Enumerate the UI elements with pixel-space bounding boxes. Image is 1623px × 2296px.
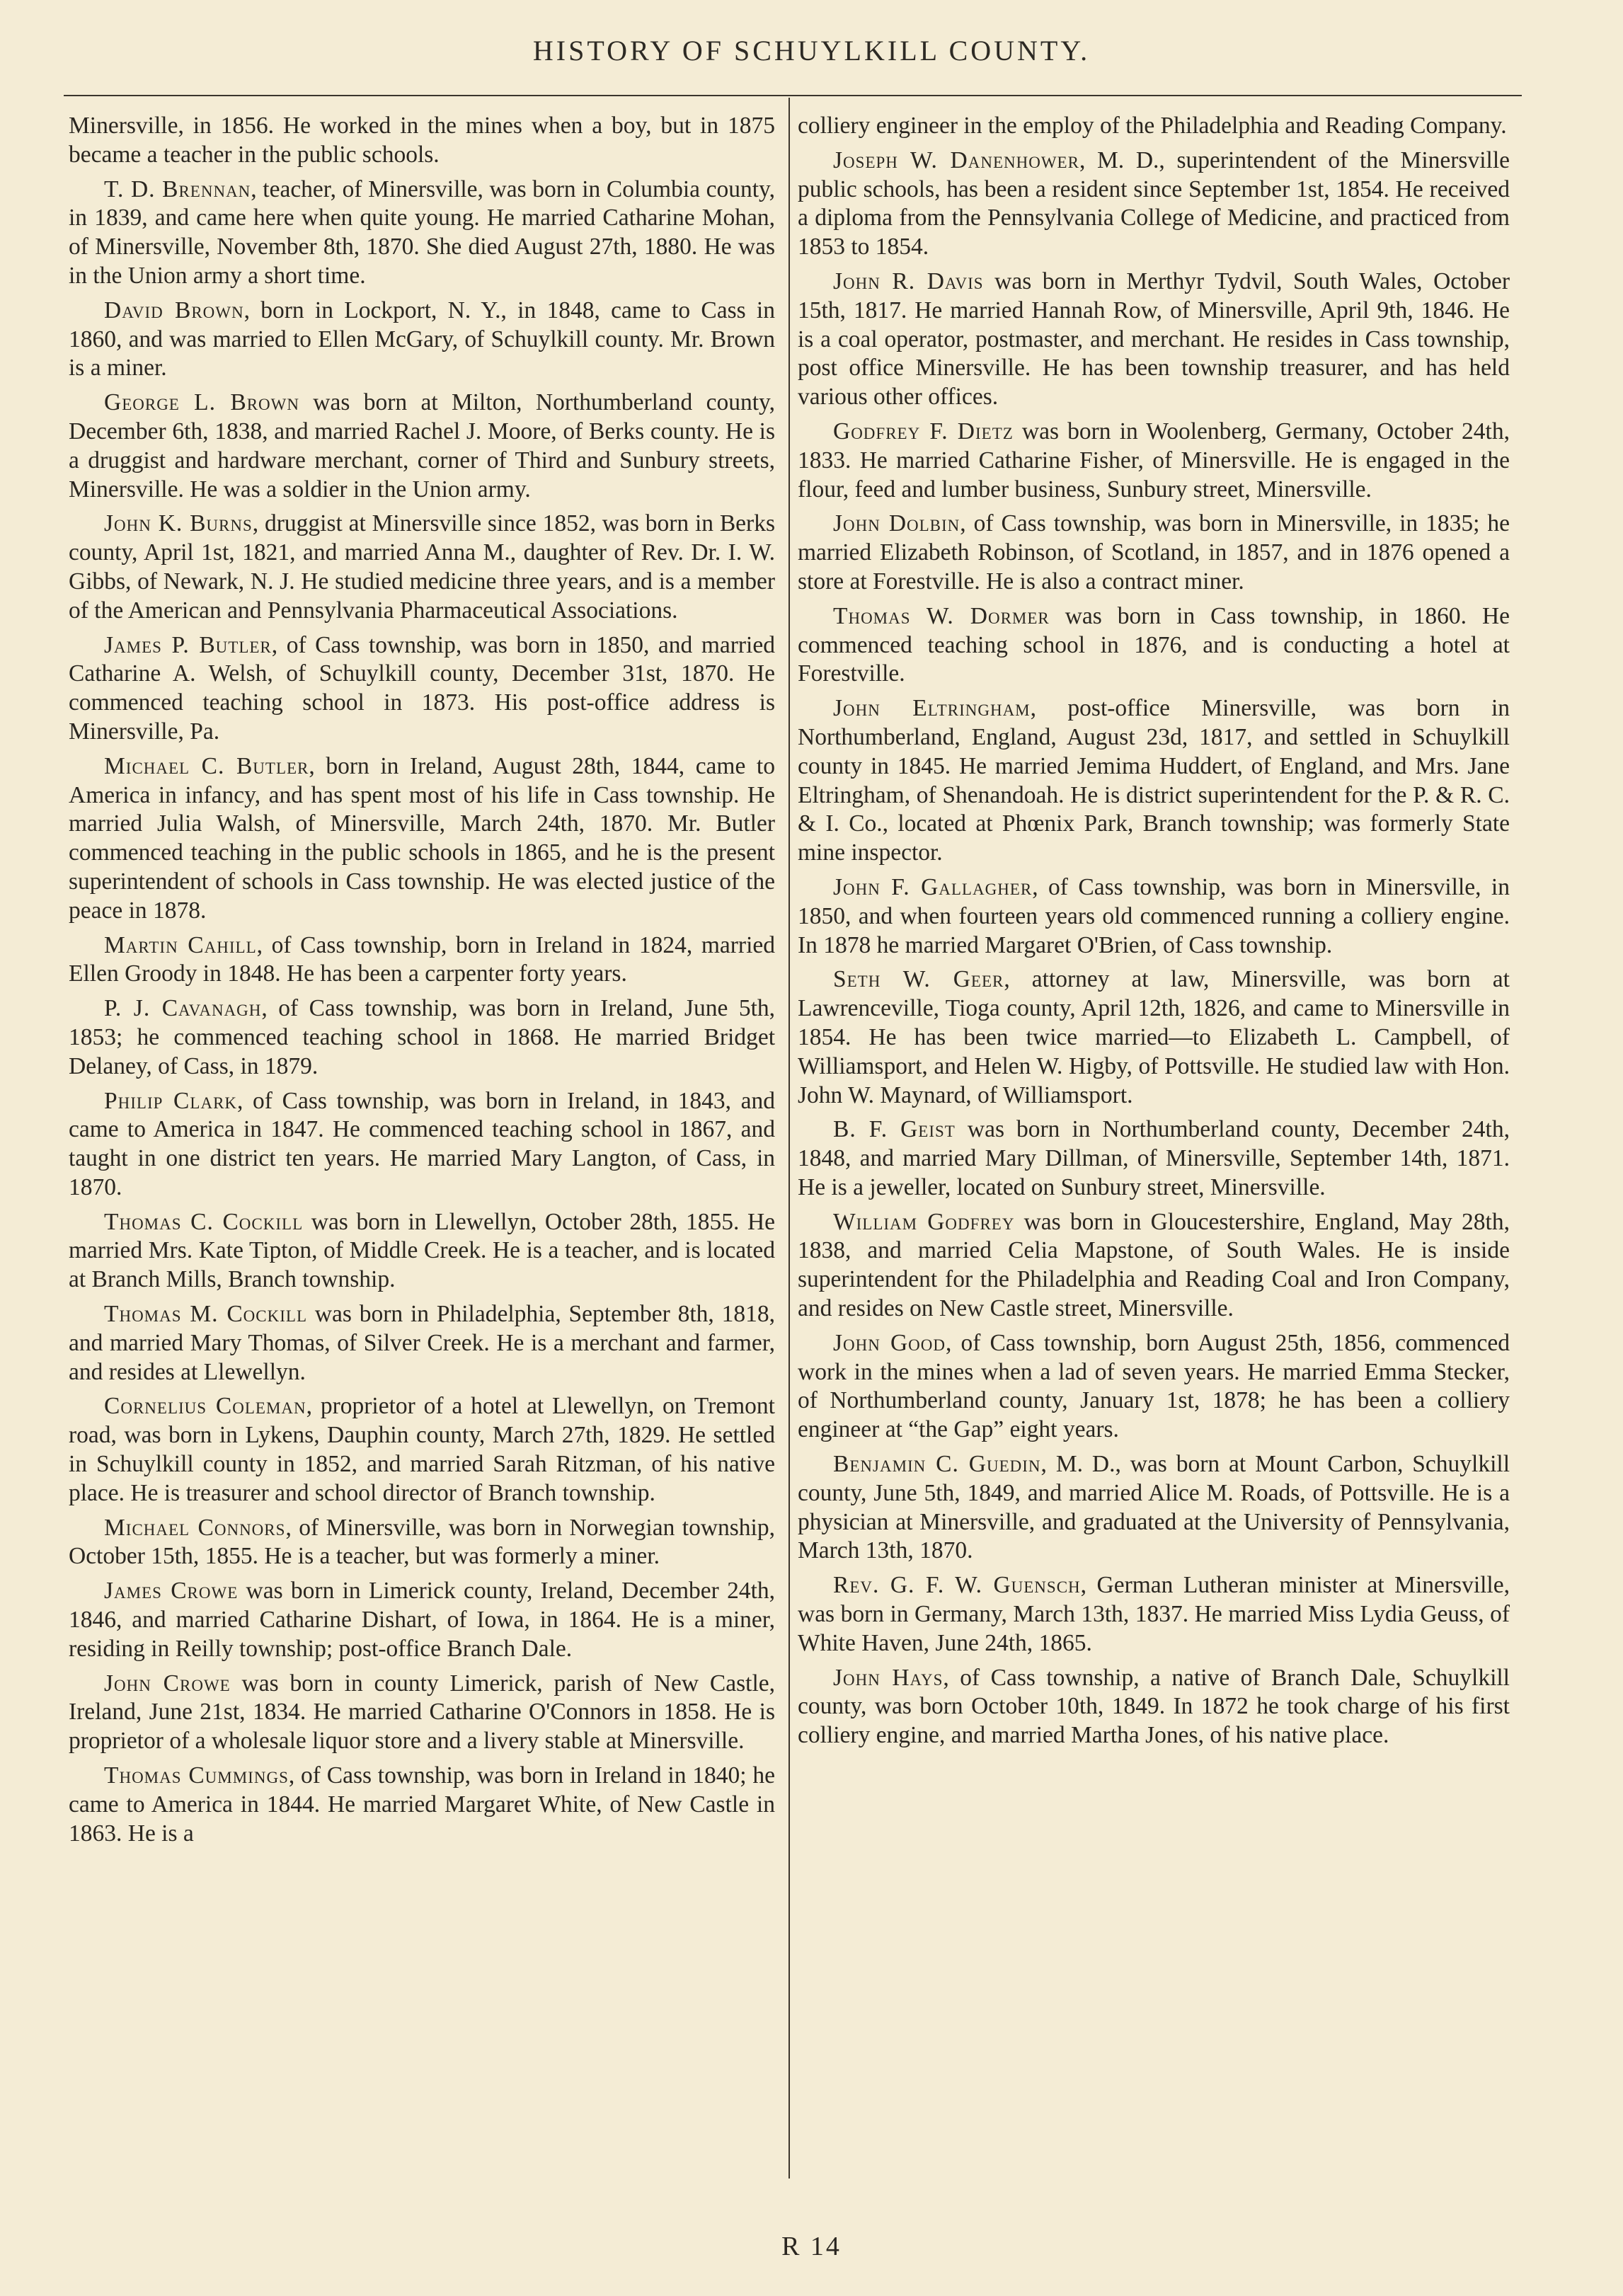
biography-text: , German Lutheran minister at Minersville, was born in Germany, March 13th, 1837. He married Miss Lydia Geuss, of White Haven, June 24th, 1865. [798, 1572, 1510, 1656]
biography-entry [798, 873, 1510, 960]
biography-text: , of Cass township, was born in Minersville, in 1835; he married Elizabeth Robinson, of Scotland, in 1857, and in 1876 opened a store at Forestville. He is also a contract miner. [798, 510, 1510, 595]
biography-entry [798, 965, 1510, 1110]
person-name: John Dolbin [833, 510, 960, 537]
biography-text: , of Minersville, was born in Norwegian township, October 15th, 1855. He is a teacher, but was formerly a miner. [69, 1514, 775, 1570]
biography-entry [798, 694, 1510, 868]
biography-text: Minersville, in 1856. He worked in the mines when a boy, but in 1875 became a teacher in the public schools. [69, 113, 775, 168]
biography-text: was born in Woolenberg, Germany, October 24th, 1833. He married Catharine Fisher, of Minersville. He is engaged in the flour, feed and lumber business, Sunbury street, Minersville. [798, 418, 1510, 503]
person-name: George L. Brown [104, 389, 299, 416]
page-number: R 14 [781, 2232, 842, 2261]
person-name: John R. Davis [833, 268, 984, 294]
biography-entry [798, 1664, 1510, 1750]
biography-entry [798, 1208, 1510, 1324]
biography-entry [69, 389, 775, 504]
person-name: Godfrey F. Dietz [833, 418, 1014, 444]
biography-entry [69, 1087, 775, 1202]
person-name: John Eltringham [833, 695, 1031, 722]
biography-text: , of Cass township, was born in 1850, and married Catharine A. Welsh, of Schuylkill county, December 31st, 1870. He commenced teaching school in 1873. His post-office address is Minersville, Pa. [69, 631, 775, 745]
biography-text: was born in county Limerick, parish of New Castle, Ireland, June 21st, 1834. He married Catharine O'Connors in 1858. He is proprietor of a wholesale liquor store and a livery stable at Minersville. [69, 1670, 776, 1755]
person-name: John Crowe [104, 1670, 231, 1697]
biography-text: , of Cass township, was born in Ireland, in 1843, and came to America in 1847. He commenced teaching school in 1867, and taught in one district ten years. He married Mary Langton, of Cass, in 1870. [69, 1087, 775, 1200]
person-name: William Godfrey [833, 1208, 1015, 1235]
biography-entry [798, 268, 1510, 412]
biography-text: , born in Lockport, N. Y., in 1848, came to Cass in 1860, and was married to Ellen McGary, of Schuylkill county. Mr. Brown is a miner. [69, 297, 775, 381]
biography-entry [69, 1514, 775, 1572]
person-name: Philip Clark [104, 1087, 238, 1114]
biography-entry [798, 1115, 1510, 1202]
person-name: Cornelius Coleman [104, 1393, 306, 1420]
person-name: David Brown [104, 297, 244, 323]
biography-entry [798, 147, 1510, 262]
person-name: Michael Connors [104, 1514, 286, 1541]
person-name: Seth W. Geer [833, 966, 1004, 993]
person-name: Rev. G. F. W. Guensch [833, 1572, 1081, 1599]
biography-entry [69, 1577, 775, 1663]
biography-entry [69, 752, 775, 926]
biography-text: was born in Llewellyn, October 28th, 1855. He married Mrs. Kate Tipton, of Middle Creek. He is a teacher, and is located at Branch Mills, Branch township. [69, 1208, 776, 1293]
biography-entry [798, 510, 1510, 596]
biography-entry [69, 1208, 775, 1295]
biography-text: was born in Merthyr Tydvil, South Wales, October 15th, 1817. He married Hannah Row, of Minersville, April 9th, 1846. He is a coal operator, postmaster, and merchant. He resides in Cass township, post office Minersville. He has been township treasurer, and has held various other offices. [798, 268, 1510, 411]
person-name: James Crowe [104, 1578, 239, 1605]
biography-text: , of Cass township, was born in Ireland in 1840; he came to America in 1844. He married Margaret White, of New Castle in 1863. He is a [69, 1762, 775, 1847]
biography-text: was born in Northumberland county, December 24th, 1848, and married Mary Dillman, of Minersville, September 14th, 1871. He is a jeweller, located on Sunbury street, Minersville. [798, 1116, 1510, 1200]
person-name: Thomas M. Cockill [104, 1301, 308, 1328]
biography-text: , druggist at Minersville since 1852, was born in Berks county, April 1st, 1821, and married Anna M., daughter of Rev. Dr. I. W. Gibbs, of Newark, N. J. He studied medicine three years, and is a member of the American and Pennsylvania Pharmaceutical Associations. [69, 510, 775, 624]
biography-entry [69, 112, 775, 170]
person-name: Joseph W. Danenhower [833, 147, 1079, 173]
biography-text: was born in Gloucestershire, England, May 28th, 1838, and married Celia Mapstone, of South Wales. He is inside superintendent for the Philadelphia and Reading Coal and Iron Company, and resides on New Castle street, Minersville. [798, 1208, 1510, 1322]
left-column [69, 112, 775, 1854]
biography-entry [69, 631, 775, 747]
biography-entry [798, 418, 1510, 504]
person-name: Benjamin C. Guedin [833, 1451, 1041, 1478]
biography-text: , proprietor of a hotel at Llewellyn, on Tremont road, was born in Lykens, Dauphin county, March 27th, 1829. He settled in Schuylkill county in 1852, and married Sarah Ritzman, of his native place. He is treasurer and school director of Branch township. [69, 1393, 775, 1506]
biography-entry [69, 297, 775, 383]
person-name: Martin Cahill [104, 931, 257, 958]
biography-text: , attorney at law, Minersville, was born at Lawrenceville, Tioga county, April 12th, 1826, and came to Minersville in 1854. He has been twice married—to Elizabeth L. Campbell, of Williamsport, and Helen W. Higby, of Pottsville. He studied law with Hon. John W. Maynard, of Williamsport. [798, 966, 1510, 1108]
biography-entry [69, 1670, 775, 1756]
biography-entry [69, 931, 775, 989]
biography-text: , of Cass township, born in Ireland in 1824, married Ellen Groody in 1848. He has been a carpenter forty years. [69, 931, 776, 987]
biography-entry [798, 1329, 1510, 1445]
biography-entry [69, 1300, 775, 1387]
biography-entry [69, 510, 775, 625]
biography-text: , of Cass township, was born in Minersville, in 1850, and when fourteen years old commenced running a colliery engine. In 1878 he married Margaret O'Brien, of Cass township. [798, 873, 1510, 958]
biography-entry [798, 112, 1510, 141]
biography-text: , of Cass township, a native of Branch Dale, Schuylkill county, was born October 10th, 1849. In 1872 he took charge of his first colliery engine, and married Martha Jones, of his native place. [798, 1664, 1510, 1749]
biography-entry [798, 1571, 1510, 1658]
biography-entry [69, 1392, 775, 1508]
right-column [798, 112, 1510, 1756]
biography-entry [69, 1762, 775, 1848]
column-divider [788, 98, 790, 2179]
biography-text: , teacher, of Minersville, was born in Columbia county, in 1839, and came here when quite young. He married Catharine Mohan, of Minersville, November 8th, 1870. She died August 27th, 1880. He was in the Union army a short time. [69, 176, 775, 289]
person-name: John K. Burns [104, 510, 253, 537]
biography-text: was born in Limerick county, Ireland, December 24th, 1846, and married Catharine Dishart, of Iowa, in 1864. He is a miner, residing in Reilly township; post-office Branch Dale. [69, 1578, 776, 1662]
biography-text: , of Cass township, born August 25th, 1856, commenced work in the mines when a lad of seven years. He married Emma Stecker, of Northumberland county, January 1st, 1878; he has been a colliery engineer at “the Gap” eight years. [798, 1329, 1510, 1443]
person-name: Thomas C. Cockill [104, 1208, 304, 1235]
person-name: B. F. Geist [833, 1116, 956, 1143]
person-name: John Good [833, 1329, 946, 1356]
biography-text: colliery engineer in the employ of the Philadelphia and Reading Company. [798, 113, 1507, 139]
person-name: P. J. Cavanagh [104, 995, 262, 1022]
biography-text: , M. D., was born at Mount Carbon, Schuylkill county, June 5th, 1849, and married Alice M. Roads, of Pottsville. He is a physician at Minersville, and graduated at the University of Pennsylvania, March 13th, 1870. [798, 1451, 1510, 1564]
person-name: T. D. Brennan [104, 176, 251, 202]
biography-entry [798, 602, 1510, 689]
biography-entry [798, 1450, 1510, 1566]
person-name: Thomas W. Dormer [833, 602, 1050, 629]
biography-entry [69, 994, 775, 1081]
biography-text: was born in Cass township, in 1860. He commenced teaching school in 1876, and is conducting a hotel at Forestville. [798, 602, 1510, 687]
biography-text: was born in Philadelphia, September 8th, 1818, and married Mary Thomas, of Silver Creek. He is a merchant and farmer, and resides at Llewellyn. [69, 1301, 775, 1385]
person-name: Michael C. Butler [104, 752, 309, 779]
biography-text: , of Cass township, was born in Ireland, June 5th, 1853; he commenced teaching school in 1868. He married Bridget Delaney, of Cass, in 1879. [69, 995, 776, 1079]
biography-text: , M. D., superintendent of the Minersville public schools, has been a resident since September 1st, 1854. He received a diploma from the Pennsylvania College of Medicine, and practiced from 1853 to 1854. [798, 147, 1510, 260]
page-header: HISTORY OF SCHUYLKILL COUNTY. [532, 35, 1091, 67]
header-rule [64, 95, 1522, 96]
person-name: James P. Butler [104, 631, 272, 658]
person-name: Thomas Cummings [104, 1762, 289, 1789]
biography-entry [69, 176, 775, 291]
person-name: John F. Gallagher [833, 873, 1033, 900]
person-name: John Hays [833, 1664, 944, 1691]
biography-text: , born in Ireland, August 28th, 1844, came to America in infancy, and has spent most of his life in Cass township. He married Julia Walsh, of Minersville, March 24th, 1870. Mr. Butler commenced teaching in the public schools in 1865, and he is the present superintendent of schools in Cass township. He was elected justice of the peace in 1878. [69, 752, 775, 924]
biography-text: , post-office Minersville, was born in Northumberland, England, August 23d, 1817, and settled in Schuylkill county in 1845. He married Jemima Huddert, of England, and Mrs. Jane Eltringham, of Shenandoah. He is district superintendent for the P. & R. C. & I. Co., located at Phœnix Park, Branch township; was formerly State mine inspector. [798, 695, 1510, 866]
biography-text: was born at Milton, Northumberland county, December 6th, 1838, and married Rachel J. Moore, of Berks county. He is a druggist and hardware merchant, corner of Third and Sunbury streets, Minersville. He was a soldier in the Union army. [69, 389, 775, 503]
